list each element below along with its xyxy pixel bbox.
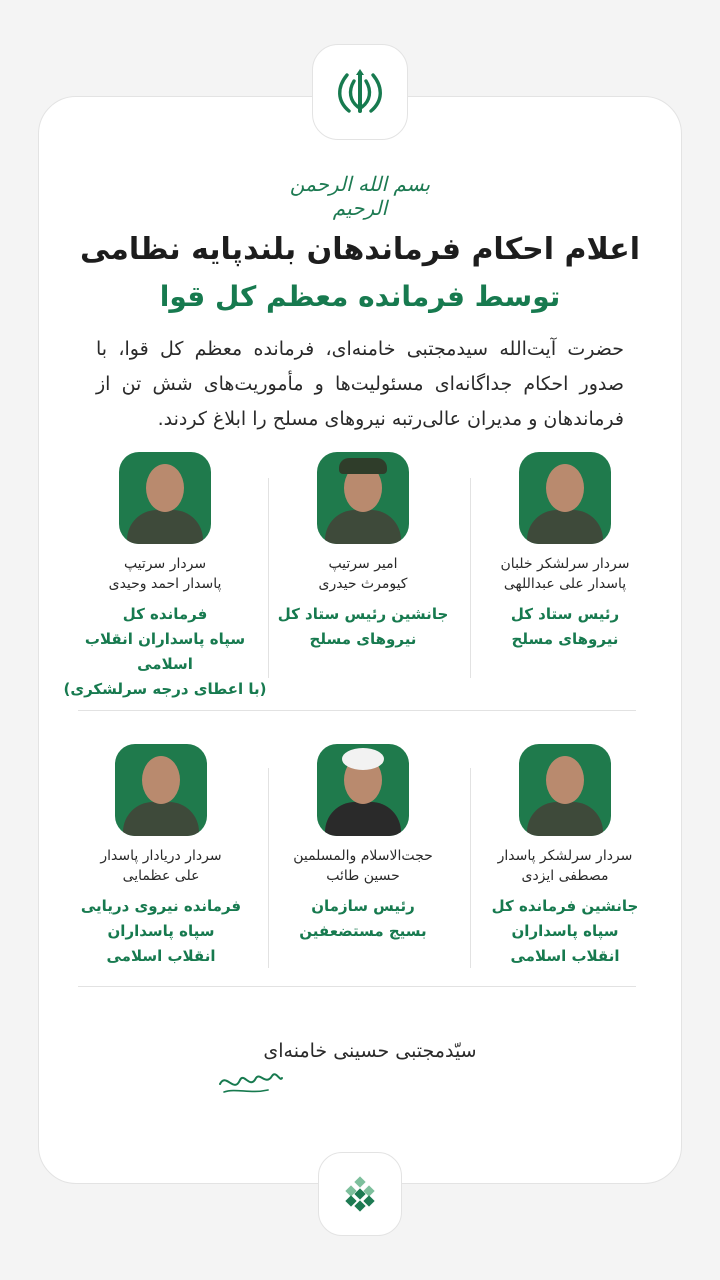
person-card — [268, 452, 458, 652]
person-rank: سردار سرلشکر خلبان — [500, 556, 630, 572]
signatory-name: سیّدمجتبی حسینی خامنه‌ای — [263, 1040, 477, 1062]
portrait-photo — [519, 452, 611, 544]
person-card — [470, 452, 660, 652]
person-role: جانشین فرمانده کل سپاه پاسداران انقلاب اسلامی — [491, 897, 639, 965]
person-rank: سردار سرلشکر پاسدار — [497, 848, 633, 864]
person-name: پاسدار علی عبداللهی — [503, 576, 627, 592]
handwritten-signature — [216, 1064, 286, 1098]
person-name: کیومرث حیدری — [318, 576, 408, 592]
person-name: علی عظمایی — [122, 868, 200, 884]
person-rank: حجت‌الاسلام والمسلمین — [293, 848, 433, 864]
portrait-photo — [519, 744, 611, 836]
column-divider — [470, 478, 471, 678]
person-rank: امیر سرتیپ — [328, 556, 398, 572]
portrait-photo — [317, 744, 409, 836]
portrait-photo — [317, 452, 409, 544]
person-name: پاسدار احمد وحیدی — [108, 576, 222, 592]
person-rank: سردار دریادار پاسدار — [100, 848, 222, 864]
row-divider — [78, 986, 636, 987]
basmala: بسم الله الرحمن الرحیم — [289, 172, 431, 220]
iran-emblem-icon — [333, 65, 387, 119]
row-divider — [78, 710, 636, 711]
portrait-photo — [115, 744, 207, 836]
page-title: اعلام احکام فرماندهان بلندپایه نظامی — [79, 232, 641, 267]
person-card — [470, 744, 660, 969]
column-divider — [470, 768, 471, 968]
emblem-frame — [312, 44, 408, 140]
person-name: مصطفی ایزدی — [521, 868, 609, 884]
person-role: فرمانده نیروی دریایی سپاه پاسداران انقلاب اسلامی — [80, 897, 242, 965]
column-divider — [268, 478, 269, 678]
portrait-photo — [119, 452, 211, 544]
person-role: رئیس ستاد کل نیروهای مسلح — [510, 605, 620, 648]
khamenei-logo-icon — [342, 1176, 378, 1212]
page-subtitle: توسط فرمانده معظم کل قوا — [159, 280, 561, 313]
person-card — [66, 744, 256, 969]
person-rank: سردار سرتیپ — [123, 556, 207, 572]
person-name: حسین طائب — [326, 868, 400, 884]
person-card — [268, 744, 458, 944]
person-role: فرمانده کل سپاه پاسداران انقلاب اسلامی (با اعطای درجه سرلشکری) — [63, 605, 267, 698]
column-divider — [268, 768, 269, 968]
person-card — [60, 452, 270, 702]
logo-frame — [318, 1152, 402, 1236]
person-role: رئیس سازمان بسیج مستضعفین — [299, 897, 427, 940]
intro-paragraph: حضرت آیت‌الله سیدمجتبی خامنه‌ای، فرمانده معظم کل قوا، با صدور احکام جداگانه‌ای مسئولیت‌ها و مأموریت‌های شش تن از فرماندهان و مدیران عالی‌رتبه نیروهای مسلح را ابلاغ کردند. — [96, 338, 624, 430]
person-role: جانشین رئیس ستاد کل نیروهای مسلح — [277, 605, 449, 648]
